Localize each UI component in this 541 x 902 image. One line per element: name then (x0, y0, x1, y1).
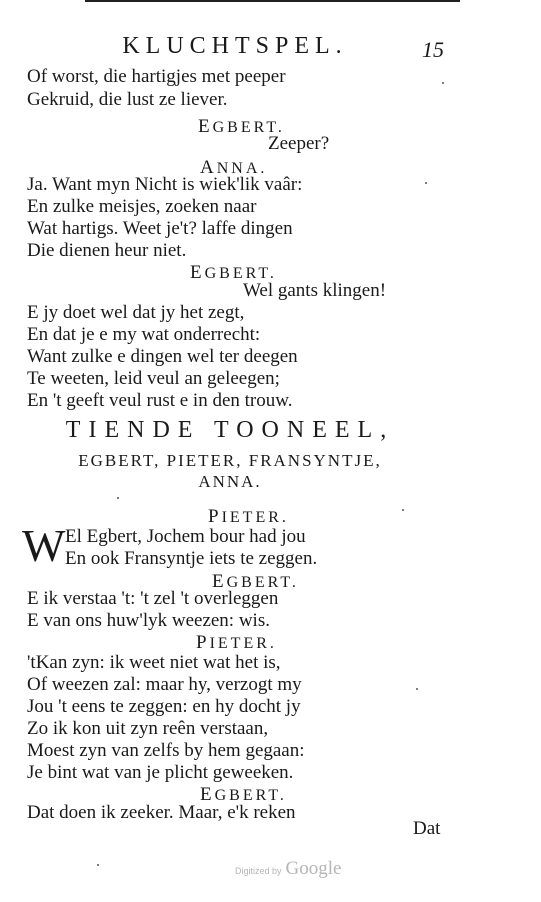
verse-line-20: Jou 't eens te zeggen: en hy docht jy (27, 696, 301, 717)
speaker-egbert-2: EGBERT. (190, 262, 277, 283)
verse-line-5: En zulke meisjes, zoeken naar (27, 196, 257, 217)
verse-line-8: Wel gants klingen! (243, 280, 387, 301)
verse-line-14: El Egbert, Jochem bour had jou (65, 526, 306, 547)
digitized-watermark (235, 858, 341, 880)
catchword: Dat (413, 818, 441, 839)
speaker-egbert-1: EGBERT. (198, 116, 285, 137)
verse-line-11: Want zulke e dingen wel ter deegen (27, 346, 298, 367)
verse-line-21: Zo ik kon uit zyn reên verstaan, (27, 718, 269, 739)
verse-line-3: Zeeper? (268, 133, 330, 154)
verse-line-1: Of worst, die hartigjes met peeper (27, 66, 286, 87)
paper-speck (442, 82, 444, 84)
verse-line-9: E jy doet wel dat jy het zegt, (27, 302, 245, 323)
verse-line-23: Je bint wat van je plicht geweeken. (27, 762, 294, 783)
verse-line-22: Moest zyn van zelfs by hem gegaan: (27, 740, 305, 761)
cast-list-line-2: ANNA. (198, 472, 262, 491)
paper-speck (117, 497, 119, 499)
top-rule (85, 0, 460, 2)
verse-line-15: En ook Fransyntje iets te zeggen. (65, 548, 318, 569)
paper-speck (416, 688, 418, 690)
speaker-anna: ANNA. (200, 157, 268, 178)
paper-speck (402, 509, 404, 511)
verse-line-6: Wat hartigs. Weet je't? laffe dingen (27, 218, 293, 239)
speaker-pieter-1: PIETER. (208, 506, 289, 527)
verse-line-19: Of weezen zal: maar hy, verzogt my (27, 674, 302, 695)
verse-line-7: Die dienen heur niet. (27, 240, 187, 261)
speaker-pieter-2: PIETER. (196, 632, 277, 653)
watermark-brand: Google (285, 858, 342, 879)
paper-speck (97, 864, 99, 866)
verse-line-4: Ja. Want myn Nicht is wiek'lik vaâr: (27, 174, 303, 195)
scene-title: TIENDE TOONEEL, (65, 417, 395, 443)
verse-line-16: E ik verstaa 't: 't zel 't overleggen (27, 588, 279, 609)
speaker-egbert-4: EGBERT. (200, 784, 287, 805)
speaker-egbert-3: EGBERT. (212, 571, 299, 592)
cast-list-line-1: EGBERT, PIETER, FRANSYNTJE, (78, 451, 382, 470)
drop-cap: W (22, 520, 66, 571)
watermark-prefix: Digitized by (235, 866, 282, 876)
verse-line-2: Gekruid, die lust ze liever. (27, 89, 228, 110)
verse-line-24: Dat doen ik zeeker. Maar, e'k reken (27, 802, 296, 823)
verse-line-10: En dat je e my wat onderrecht: (27, 324, 261, 345)
verse-line-13: En 't geeft veul rust e in den trouw. (27, 390, 293, 411)
running-head: KLUCHTSPEL. (122, 33, 348, 59)
verse-line-12: Te weeten, leid veul an geleegen; (27, 368, 280, 389)
verse-line-18: 'tKan zyn: ik weet niet wat het is, (27, 652, 281, 673)
verse-line-17: E van ons huw'lyk weezen: wis. (27, 610, 270, 631)
paper-speck (425, 182, 427, 184)
page-number: 15 (422, 37, 444, 62)
